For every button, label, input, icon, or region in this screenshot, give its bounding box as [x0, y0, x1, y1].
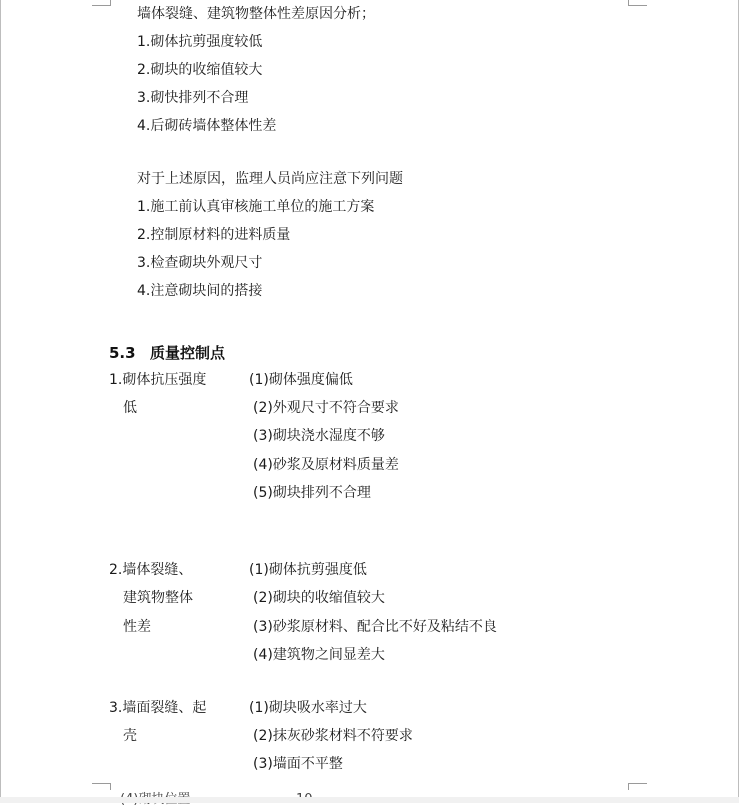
- page-border-left: [0, 0, 1, 803]
- supervision-item: 4.注意砌块间的搭接: [137, 283, 263, 299]
- point-item: (1)砌体强度偏低: [249, 372, 353, 388]
- causes-intro: 墙体裂缝、建筑物整体性差原因分析；: [137, 6, 375, 22]
- point-label: 建筑物整体: [123, 590, 193, 606]
- point-label: 性差: [123, 619, 151, 635]
- supervision-item: 2.控制原材料的进料质量: [137, 227, 291, 243]
- point-label: 2.墙体裂缝、: [109, 562, 193, 578]
- point-item: (1)砌体抗剪强度低: [249, 562, 367, 578]
- cause-item: 1.砌体抗剪强度较低: [137, 34, 263, 50]
- crop-mark-bottom-left: [92, 783, 111, 790]
- cause-item: 4.后砌砖墙体整体性差: [137, 118, 277, 134]
- point-item: (3)砂浆原材料、配合比不好及粘结不良: [253, 619, 497, 635]
- point-item: (5)砌块排列不合理: [253, 485, 371, 501]
- point-item: (2)砌块的收缩值较大: [253, 590, 385, 606]
- point-item: (3)墙面不平整: [253, 756, 343, 772]
- point-item: (2)抹灰砂浆材料不符要求: [253, 728, 413, 744]
- section-title: 质量控制点: [150, 344, 226, 362]
- point-item: (2)外观尺寸不符合要求: [253, 400, 399, 416]
- point-item: (1)砌块吸水率过大: [249, 700, 367, 716]
- point-item: (3)砌块浇水湿度不够: [253, 428, 385, 444]
- crop-mark-top-right: [628, 0, 647, 6]
- supervision-item: 1.施工前认真审核施工单位的施工方案: [137, 199, 375, 215]
- cause-item: 3.砌快排列不合理: [137, 90, 249, 106]
- cause-item: 2.砌块的收缩值较大: [137, 62, 263, 78]
- point-item: (4)建筑物之间显差大: [253, 647, 385, 663]
- point-label: 壳: [123, 728, 137, 744]
- point-label: 低: [123, 400, 137, 416]
- point-label: 1.砌体抗压强度: [109, 372, 207, 388]
- crop-mark-top-left: [92, 0, 111, 6]
- point-label: 3.墙面裂缝、起: [109, 700, 207, 716]
- point-item: (4)砂浆及原材料质量差: [253, 457, 399, 473]
- section-number: 5.3: [109, 344, 136, 362]
- page-gap: [0, 797, 739, 803]
- supervision-intro: 对于上述原因，监理人员尚应注意下列问题: [137, 171, 403, 187]
- crop-mark-bottom-right: [628, 783, 647, 790]
- supervision-item: 3.检查砌块外观尺寸: [137, 255, 263, 271]
